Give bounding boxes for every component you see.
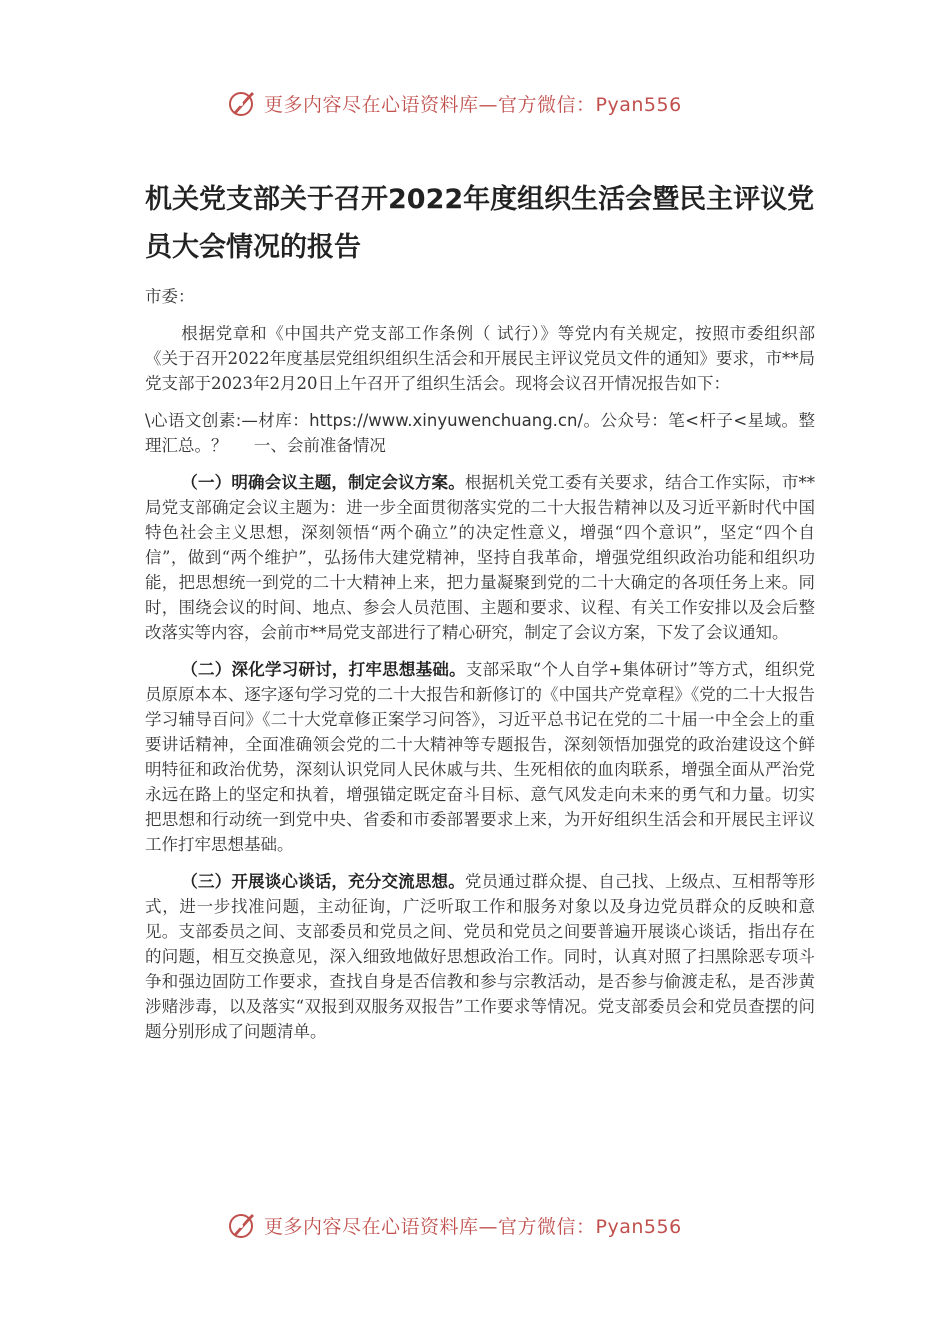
paragraph-3 xyxy=(145,869,815,1044)
paragraph-1-text: 根据机关党工委有关要求，结合工作实际，市**局党支部确定会议主题为：进一步全面贯彻落实党的二十大报告精神以及习近平新时代中国特色社会主义思想，深刻领悟“两个确立”的决定性意义，增强“四个意识”，坚定“四个自信”，做到“两个维护”，弘扬伟大建党精神，坚持自我革命，增强党组织政治功能和组织功能，把思想统一到党的二十大精神上来，把力量凝聚到党的二十大确定的各项任务上来。同时，围绕会议的时间、地点、参会人员范围、主题和要求、议程、有关工作安排以及会后整改落实等内容，会前市**局党支部进行了精心研究，制定了会议方案，下发了会议通知。 xyxy=(145,473,816,642)
footer-watermark-banner xyxy=(228,1210,682,1240)
paragraph-3-lead: （三）开展谈心谈话，充分交流思想。 xyxy=(181,872,465,891)
document-title: 机关党支部关于召开2022年度组织生活会暨民主评议党员大会情况的报告 xyxy=(145,184,815,263)
banner-text: 更多内容尽在心语资料库—官方微信：Pyan556 xyxy=(264,1215,682,1238)
paragraph-2 xyxy=(145,657,815,857)
banner-text: 更多内容尽在心语资料库—官方微信：Pyan556 xyxy=(264,93,682,116)
section-heading: 一、会前准备情况 xyxy=(253,436,386,455)
intro-paragraph: 根据党章和《中国共产党支部工作条例（ 试行）》等党内有关规定，按照市委组织部《关于召开2022年度基层党组织组织生活会和开展民主评议党员文件的通知》要求，市**局党支部于2023年2月20日上午召开了组织生活会。现将会议召开情况报告如下： xyxy=(145,324,815,393)
salutation: 市委： xyxy=(145,287,195,306)
source-note-line xyxy=(145,408,815,458)
source-note-text: \心语文创素:—材库：https://www.xinyuwenchuang.cn/。公众号：笔<杆子<星域。整理汇总。？ xyxy=(145,411,815,455)
paragraph-1-lead: （一）明确会议主题，制定会议方案。 xyxy=(181,473,465,492)
pen-nib-logo-icon xyxy=(228,88,258,118)
paragraph-2-lead: （二）深化学习研讨，打牢思想基础。 xyxy=(181,660,466,679)
header-watermark-banner xyxy=(228,88,682,118)
document-body xyxy=(145,284,815,1056)
paragraph-2-text: 支部采取“个人自学+集体研讨”等方式，组织党员原原本本、逐字逐句学习党的二十大报告和新修订的《中国共产党章程》《党的二十大报告学习辅导百问》《二十大党章修正案学习问答》，习近平总书记在党的二十届一中全会上的重要讲话精神，全面准确领会党的二十大精神等专题报告，深刻领悟加强党的政治建设这个鲜明特征和政治优势，深刻认识党同人民休戚与共、生死相依的血肉联系，增强全面从严治党永远在路上的坚定和执着，增强锚定既定奋斗目标、意气风发走向未来的勇气和力量。切实把思想和行动统一到党中央、省委和市委部署要求上来，为开好组织生活会和开展民主评议工作打牢思想基础。 xyxy=(145,660,815,854)
pen-nib-logo-icon xyxy=(228,1210,258,1240)
paragraph-1 xyxy=(145,470,815,645)
paragraph-3-text: 党员通过群众提、自己找、上级点、互相帮等形式，进一步找准问题，主动征询，广泛听取工作和服务对象以及身边党员群众的反映和意见。支部委员之间、支部委员和党员之间、党员和党员之间要普遍开展谈心谈话，指出存在的问题，相互交换意见，深入细致地做好思想政治工作。同时，认真对照了扫黑除恶专项斗争和强边固防工作要求，查找自身是否信教和参与宗教活动，是否参与偷渡走私，是否涉黄涉赌涉毒，以及落实“双报到双服务双报告”工作要求等情况。党支部委员会和党员查摆的问题分别形成了问题清单。 xyxy=(145,872,816,1041)
